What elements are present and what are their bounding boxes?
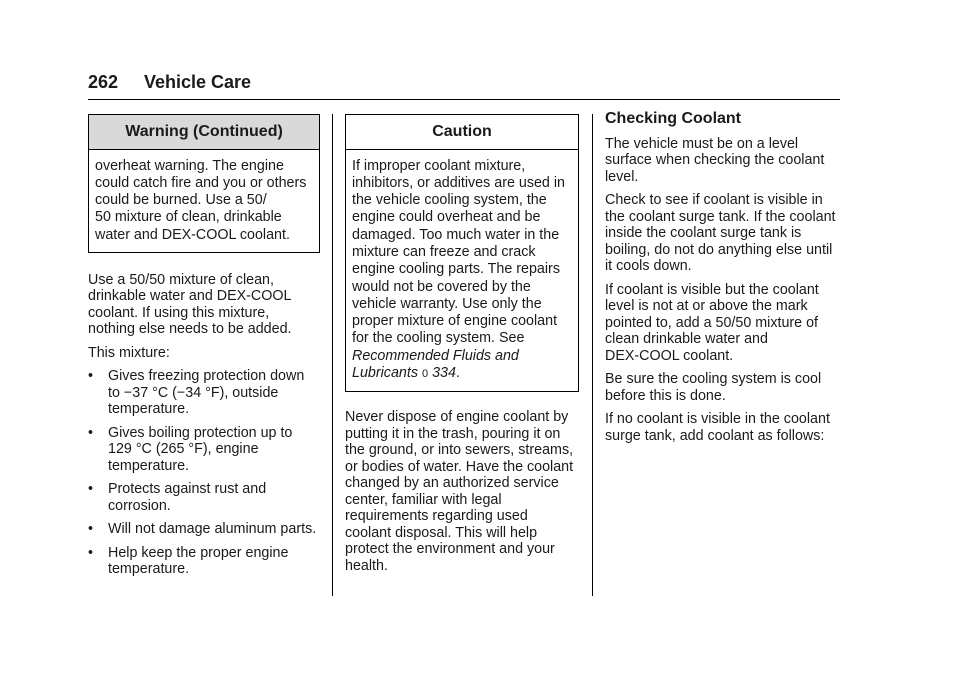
bullet-icon: • [88,368,94,385]
bullet-item: • Will not damage aluminum parts. [88,521,317,538]
warning-title: Warning (Continued) [89,115,319,150]
mixture-paragraph: Use a 50/50 mixture of clean, drinkable water and DEX-COOL coolant. If using this mixture, nothing else needs to be added. [88,271,292,338]
column-divider-2 [592,114,593,596]
mixture-intro: This mixture: [88,344,170,361]
caution-title: Caution [346,115,578,150]
column-3 [605,111,841,451]
checking-coolant-heading: Checking Coolant [605,110,742,127]
bullet-item: • Gives freezing protection down to −37 °C (−34 °F), outside temperature. [88,368,305,418]
bullet-icon: • [88,544,94,561]
bullet-icon: • [88,424,94,441]
caution-box [345,114,579,392]
warning-body [89,150,319,252]
warning-line: water and DEX-COOL coolant. [95,226,290,243]
paragraph: The vehicle must be on a level surface when checking the coolant level. [605,135,825,185]
warning-box [88,114,320,253]
bullet-icon: • [88,481,94,498]
column-2 [345,114,579,581]
caution-body: If improper coolant mixture, inhibitors, or additives are used in the vehicle cooling system, the engine could overheat and be damaged. Too much water in the mixture can freeze and crack engine cooling parts. The repairs would not be covered by the vehicle warranty. Use only the proper mixture of engine coolant for the cooling system. See Recommended Fluids and Lubricants 0 334. [346,150,578,392]
section-title: Vehicle Care [144,72,252,92]
bullet-icon: • [88,521,94,538]
bullet-item: • Help keep the proper engine temperature. [88,544,289,578]
paragraph: If coolant is visible but the coolant level is not at or above the mark pointed to, add a 50/50 mixture of clean drinkable water and DEX-COOL coolant. [605,281,819,364]
bullet-item: • Gives boiling protection up to 129 °C (265 °F), engine temperature. [88,424,293,474]
warning-line: could be burned. Use a 50/ [95,192,267,209]
xref-link[interactable]: Recommended Fluids and Lubricants 0 334. [352,347,519,382]
header-rule [88,99,840,100]
disposal-paragraph: Never dispose of engine coolant by putting it in the trash, pouring it on the ground, or into sewers, streams, or bodies of water. Have the coolant changed by an authorized service center, familiar with legal requirements regarding used coolant disposal. This will help protect the environment and your health. [345,409,574,574]
warning-line: overheat warning. The engine [95,157,284,174]
warning-line: could catch fire and you or others [95,174,307,191]
bullet-item: • Protects against rust and corrosion. [88,481,267,514]
paragraph: Check to see if coolant is visible in the coolant surge tank. If the coolant inside the coolant surge tank is boiling, do not do anything else until it cools down. [605,192,836,274]
column-divider-1 [332,114,333,596]
page-ref-icon: 0 [421,368,429,381]
column-1 [88,114,320,585]
paragraph: Be sure the cooling system is cool before this is done. [605,371,822,404]
paragraph: If no coolant is visible in the coolant surge tank, add coolant as follows: [605,411,830,444]
warning-line: 50 mixture of clean, drinkable [95,209,282,226]
page-number: 262 [88,72,119,92]
page-header [88,72,251,93]
